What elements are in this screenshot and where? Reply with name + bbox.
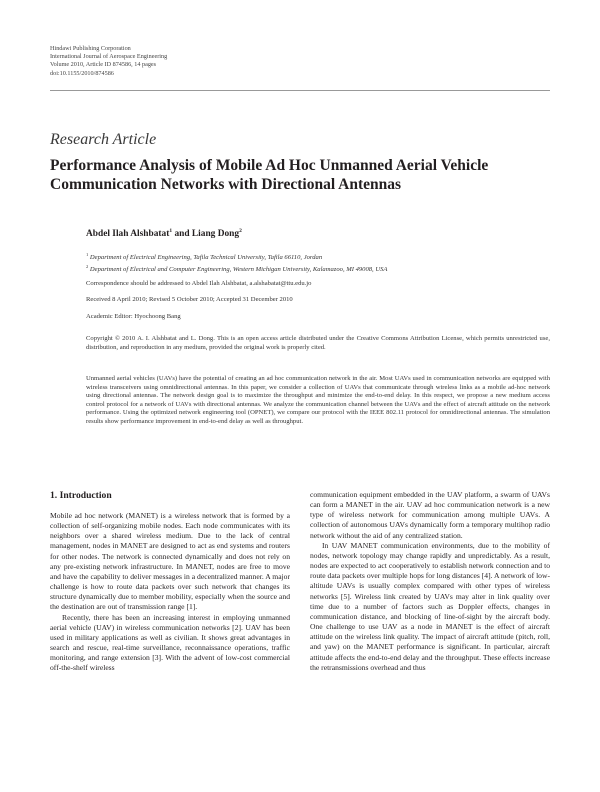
paper-title: Performance Analysis of Mobile Ad Hoc Unmanned Aerial Vehicle Communication Networks with Directional Antennas xyxy=(50,157,489,193)
body-paragraph: In UAV MANET communication environments, due to the mobility of nodes, network topology may change rapidly and unpredictably. As a result, nodes are expected to act cooperatively to establish network connection and to route data packets over multiple hops for long distances [4]. A network of low-altitude UAVs is usually complex compared with other types of wireless networks [5]. Wireless link created by UAVs may alter in link quality over time due to a number of factors such as Doppler effects, changes in communication distance, and blocking of line-of-sight by the aircraft body. One challenge to use UAV as a node in MANET is the effect of aircraft attitude on the wireless link quality. The impact of aircraft attitude (pitch, roll, and yaw) on the MANET performance is significant. In particular, aircraft attitude affects the end-to-end delay and the throughput. These effects increase the retransmissions overhead and thus xyxy=(310,540,550,672)
author-affiliation-marker: 1 xyxy=(169,228,173,234)
header-divider xyxy=(50,90,550,91)
correspondence: Correspondence should be addressed to Abdel Ilah Alshbatat, a.alshabatat@ttu.edu.jo xyxy=(86,280,312,287)
affiliation-number: 1 xyxy=(86,252,89,257)
author-name: Abdel Ilah Alshbatat xyxy=(86,229,170,240)
volume-info: Volume 2010, Article ID 874586, 14 pages xyxy=(50,61,157,69)
doi-link[interactable]: doi:10.1155/2010/874586 xyxy=(50,69,114,77)
journal-name: International Journal of Aerospace Engineering xyxy=(50,53,168,61)
affiliation-item xyxy=(86,262,550,274)
affiliation-text: Department of Electrical Engineering, Tafila Technical University, Tafila 66110, Jordan xyxy=(89,254,323,262)
body-paragraph: Recently, there has been an increasing interest in employing unmanned aerial vehicle (UAV) in wireless communication networks [2]. UAV has been used in military applications as well as civilian. It shows great advantages in search and rescue, real-time surveillance, reconnaissance operations, traffic monitoring, and range extension [3]. With the advent of low-cost commercial off-the-shelf wireless xyxy=(50,612,290,673)
affiliations xyxy=(86,250,550,274)
right-column xyxy=(310,490,550,673)
article-type: Research Article xyxy=(50,131,157,148)
publisher-line: Hindawi Publishing Corporation xyxy=(50,45,131,52)
publication-dates: Received 8 April 2010; Revised 5 October 2010; Accepted 31 December 2010 xyxy=(86,296,293,303)
copyright-notice: Copyright © 2010 A. I. Alshbatat and L. Dong. This is an open access article distributed under the Creative Commons Attribution License, which permits unrestricted use, distribution, and reproduction in any medium, provided the original work is properly cited. xyxy=(86,335,550,351)
left-column xyxy=(50,490,290,674)
affiliation-number: 2 xyxy=(86,264,89,270)
affiliation-text: Department of Electrical and Computer Engineering, Western Michigan University, Kalamazoo, MI 49008, USA xyxy=(89,266,388,274)
section-heading: 1. Introduction xyxy=(50,490,112,501)
academic-editor: Academic Editor: Hyochoong Bang xyxy=(86,313,181,320)
abstract: Unmanned aerial vehicles (UAVs) have the potential of creating an ad hoc communication network in the air. Most UAVs used in communication networks are equipped with wireless transceivers using omnidirectional antennas. In this paper, we consider a collection of UAVs that communicate through wireless links as a mobile ad-hoc network using directional antennas. The network design goal is to maximize the throughput and minimize the end-to-end delay. In this respect, we propose a new medium access control protocol for a network of UAVs with directional antennas. We analyze the communication channel between the UAVs and the effect of aircraft attitude on the network performance. Using the optimized network engineering tool (OPNET), we compare our protocol with the IEEE 802.11 protocol for omnidirectional antennas. The simulation results show performance improvement in end-to-end delay as well as throughput. xyxy=(86,375,550,425)
affiliation-item xyxy=(86,250,550,262)
author-list xyxy=(86,228,242,239)
author-name: Liang Dong xyxy=(191,229,240,240)
authors-joiner: and xyxy=(174,229,190,240)
journal-header xyxy=(50,45,167,78)
author-affiliation-marker: 2 xyxy=(239,228,242,234)
body-paragraph: communication equipment embedded in the UAV platform, a swarm of UAVs can form a MANET in the air. UAV ad hoc communication network is a new type of wireless network for communication among multiple UAVs. A collection of autonomous UAVs dynamically form a temporary multihop radio network without the aid of any centralized station. xyxy=(310,490,550,540)
body-paragraph: Mobile ad hoc network (MANET) is a wireless network that is formed by a collection of self-organizing mobile nodes. Each node communicates with its neighbors over a shared wireless medium. Due to the lack of central management, nodes in MANET are designed to act as end systems and routers for other nodes. The network is connected dynamically and does not rely on any pre-existing network infrastructure. In MANET, nodes are free to move and have the capability to deliver messages in a decentralized manner. A major challenge is how to route data packets over such network that changes its structure dynamically due to member mobility, especially when the source and the destination are out of transmission range [1]. xyxy=(50,511,290,612)
